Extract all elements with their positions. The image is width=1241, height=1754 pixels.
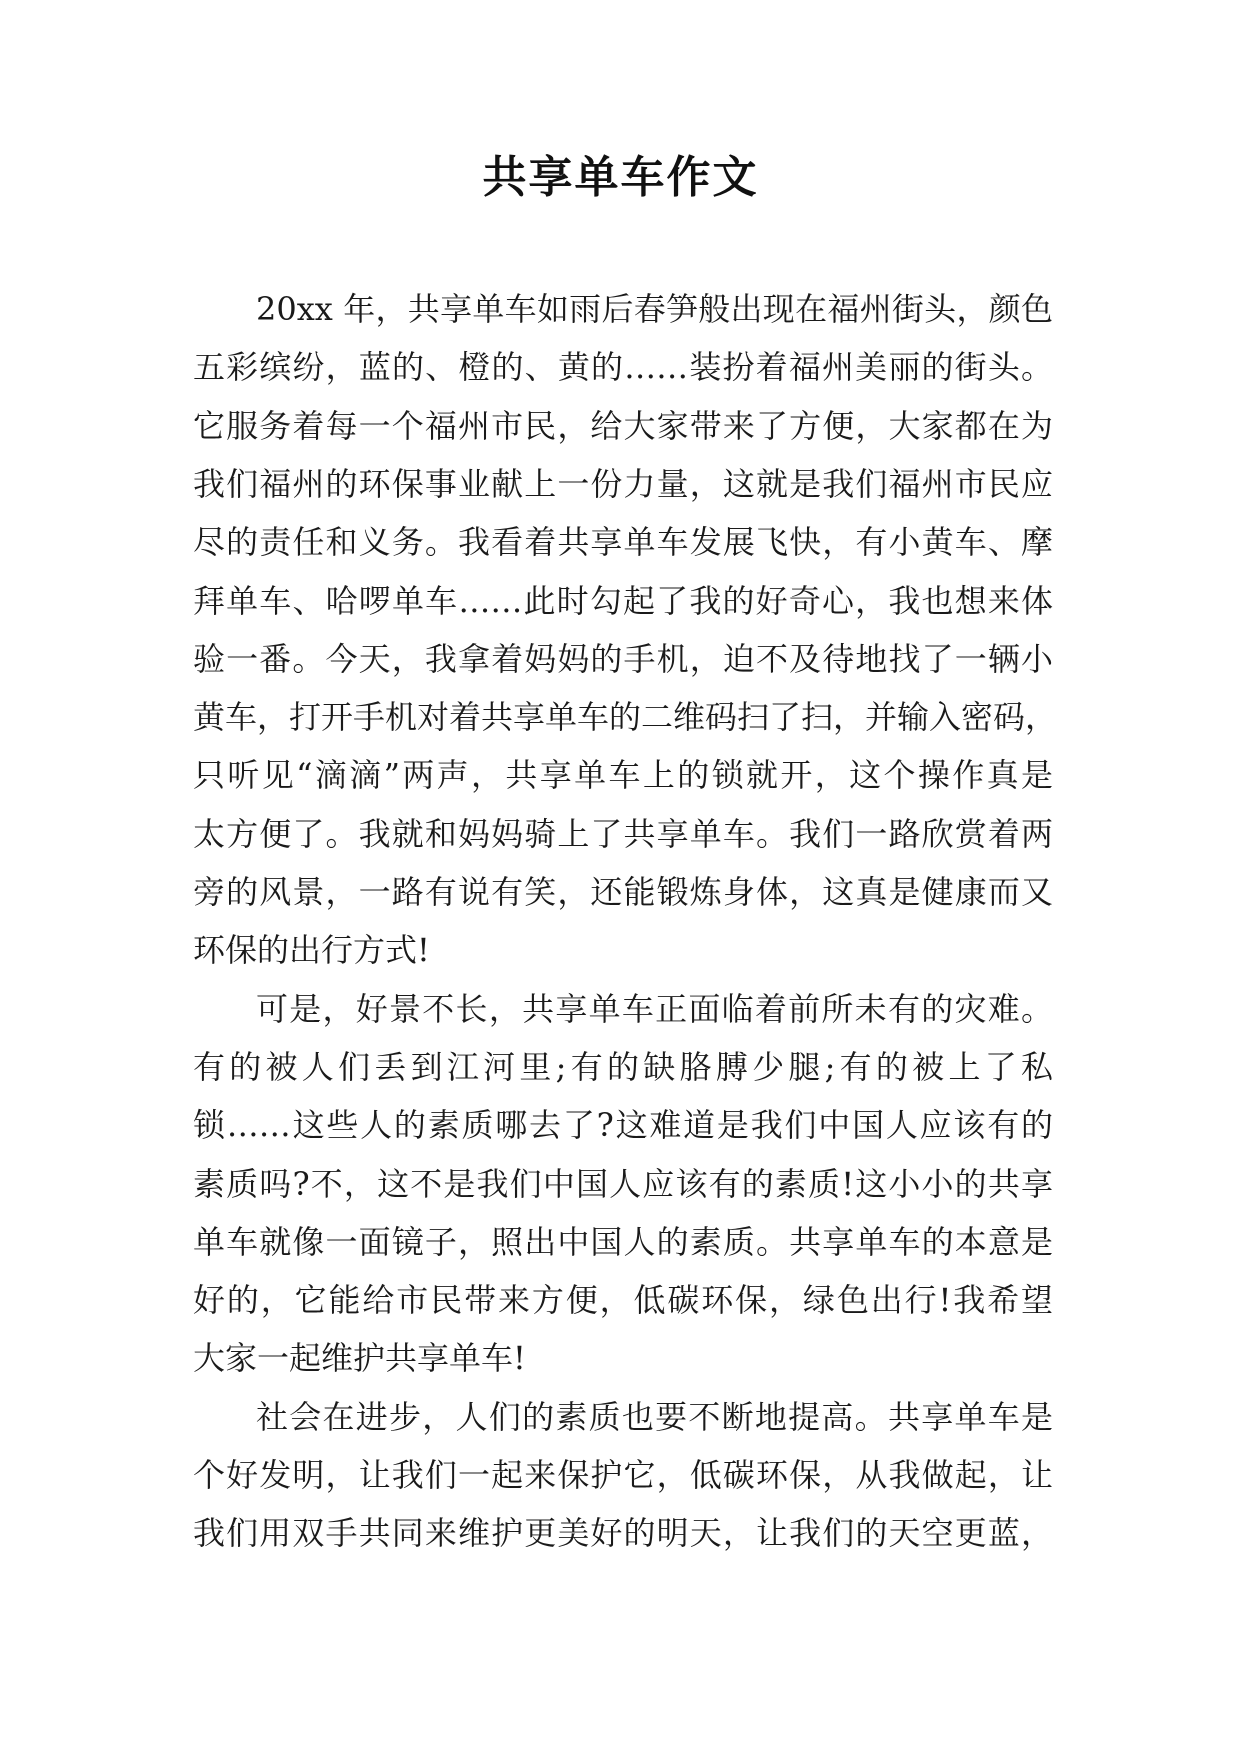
text-line: 我们福州的环保事业献上一份力量，这就是我们福州市民应 — [193, 464, 1053, 503]
text-line: 尽的责任和义务。我看着共享单车发展飞快，有小黄车、摩 — [193, 523, 1053, 562]
text-line: 拜单车、哈啰单车……此时勾起了我的好奇心，我也想来体 — [193, 581, 1053, 620]
document-title: 共享单车作文 — [482, 152, 759, 203]
text-line: 大家一起维护共享单车! — [193, 1339, 526, 1378]
text-line: 旁的风景，一路有说有笑，还能锻炼身体，这真是健康而又 — [193, 873, 1053, 911]
text-line: 五彩缤纷，蓝的、橙的、黄的……装扮着福州美丽的街头。 — [193, 348, 1053, 387]
text-line: 验一番。今天，我拿着妈妈的手机，迫不及待地找了一辆小 — [193, 639, 1053, 678]
text-line: 个好发明，让我们一起来保护它，低碳环保，从我做起，让 — [193, 1456, 1053, 1494]
text-line: 只听见“滴滴”两声，共享单车上的锁就开，这个操作真是 — [193, 756, 1053, 795]
text-line: 20xx 年，共享单车如雨后春笋般出现在福州街头，颜色 — [256, 290, 1053, 328]
text-line: 可是，好景不长，共享单车正面临着前所未有的灾难。 — [256, 989, 1053, 1028]
text-line: 环保的出行方式! — [193, 931, 430, 970]
text-line: 单车就像一面镜子，照出中国人的素质。共享单车的本意是 — [193, 1222, 1053, 1261]
text-line: 黄车，打开手机对着共享单车的二维码扫了扫，并输入密码， — [193, 698, 1058, 737]
text-line: 锁……这些人的素质哪去了?这难道是我们中国人应该有的 — [193, 1106, 1053, 1145]
text-line: 素质吗?不，这不是我们中国人应该有的素质!这小小的共享 — [193, 1164, 1053, 1203]
text-line: 它服务着每一个福州市民，给大家带来了方便，大家都在为 — [193, 406, 1053, 445]
text-line: 有的被人们丢到江河里;有的缺胳膊少腿;有的被上了私 — [193, 1047, 1053, 1086]
text-line: 太方便了。我就和妈妈骑上了共享单车。我们一路欣赏着两 — [193, 814, 1053, 853]
text-line: 好的，它能给市民带来方便，低碳环保，绿色出行!我希望 — [193, 1281, 1053, 1320]
text-line: 社会在进步，人们的素质也要不断地提高。共享单车是 — [256, 1397, 1053, 1436]
text-line: 我们用双手共同来维护更美好的明天，让我们的天空更蓝， — [193, 1514, 1053, 1553]
